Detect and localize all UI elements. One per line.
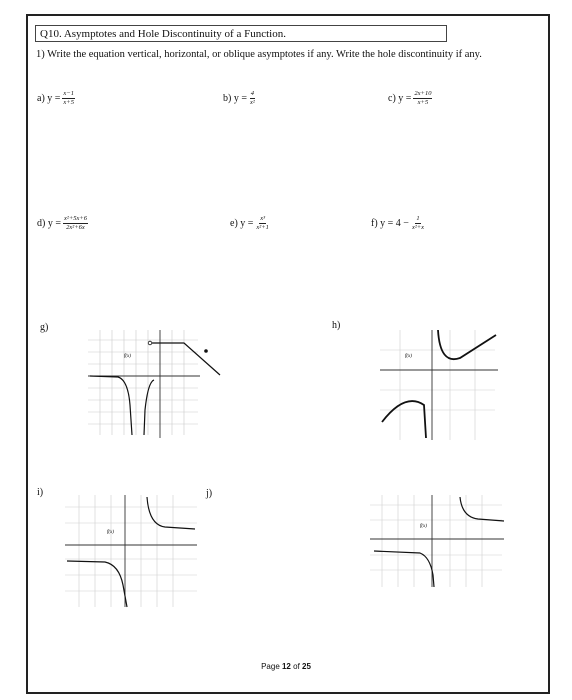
problem-c (388, 90, 432, 107)
graph-i-grid (65, 495, 197, 607)
graph-j-label: j) (206, 488, 213, 499)
problem-d-fraction (63, 215, 88, 232)
problem-a-denominator: x+5 (63, 99, 74, 106)
graph-h-upper-branch (438, 330, 496, 359)
problem-a-numerator: x−1 (63, 90, 74, 97)
problem-e-fraction (255, 215, 269, 232)
graph-h-fx-label: f(x) (405, 354, 412, 359)
problem-f-denominator: x²+x (411, 224, 425, 231)
graph-h-lower-branch (382, 401, 426, 438)
problem-c-label: c) y = (388, 93, 412, 104)
question-title: Q10. Asymptotes and Hole Discontinuity of a Function. (35, 25, 447, 42)
footer-page-number: 12 (281, 662, 291, 671)
problem-f (371, 215, 425, 232)
graph-g-right-branch (150, 343, 220, 375)
problem-e-numerator: x³ (260, 215, 266, 222)
graph-h (380, 330, 500, 440)
graph-j-grid (370, 495, 502, 587)
problem-c-numerator: 2x+10 (414, 90, 432, 97)
graph-g (88, 330, 228, 440)
graph-i-upper-branch (147, 497, 195, 529)
graph-i (65, 495, 200, 610)
graph-j (370, 495, 505, 590)
problem-b-label: b) y = (223, 93, 247, 104)
graph-i-label: i) (37, 487, 44, 498)
problem-d-numerator: x²+5x+6 (63, 215, 87, 222)
graph-g-grid (88, 330, 198, 435)
page-footer (0, 662, 572, 671)
instructions: 1) Write the equation vertical, horizontal, or oblique asymptotes if any. Write the hole discontinuity if any. (36, 49, 482, 60)
problem-a-label: a) y = (37, 93, 61, 104)
graph-i-fx-label: f(x) (107, 530, 114, 535)
problem-d-denominator: 2x²+6x (66, 224, 85, 231)
problem-b (223, 90, 256, 107)
problem-b-fraction (249, 90, 256, 107)
problem-d-label: d) y = (37, 218, 61, 229)
problem-a (37, 90, 75, 107)
problem-a-fraction (62, 90, 75, 107)
problem-f-label: f) y = 4 − (371, 218, 409, 229)
problem-f-numerator: 1 (416, 215, 420, 222)
footer-total-pages: 25 (302, 662, 311, 671)
problem-e (230, 215, 270, 232)
problem-b-denominator: x² (249, 99, 255, 106)
problem-d (37, 215, 88, 232)
footer-prefix: Page (261, 662, 282, 671)
problem-e-denominator: x²+1 (256, 224, 269, 231)
graph-j-lower-branch (374, 551, 434, 587)
graph-g-open-point (148, 341, 152, 345)
graph-i-lower-branch (67, 561, 127, 607)
graph-g-left-branch (90, 376, 132, 435)
graph-j-fx-label: f(x) (420, 524, 427, 529)
graph-g-closed-point (204, 349, 208, 353)
problem-c-fraction (413, 90, 432, 107)
problem-b-numerator: 4 (250, 90, 255, 97)
graph-g-label: g) (40, 322, 49, 333)
problem-e-label: e) y = (230, 218, 254, 229)
problem-f-fraction (411, 215, 425, 232)
problem-c-denominator: x+5 (417, 99, 429, 106)
footer-mid: of (290, 662, 303, 671)
graph-h-label: h) (332, 320, 341, 331)
graph-g-fx-label: f(x) (124, 354, 131, 359)
